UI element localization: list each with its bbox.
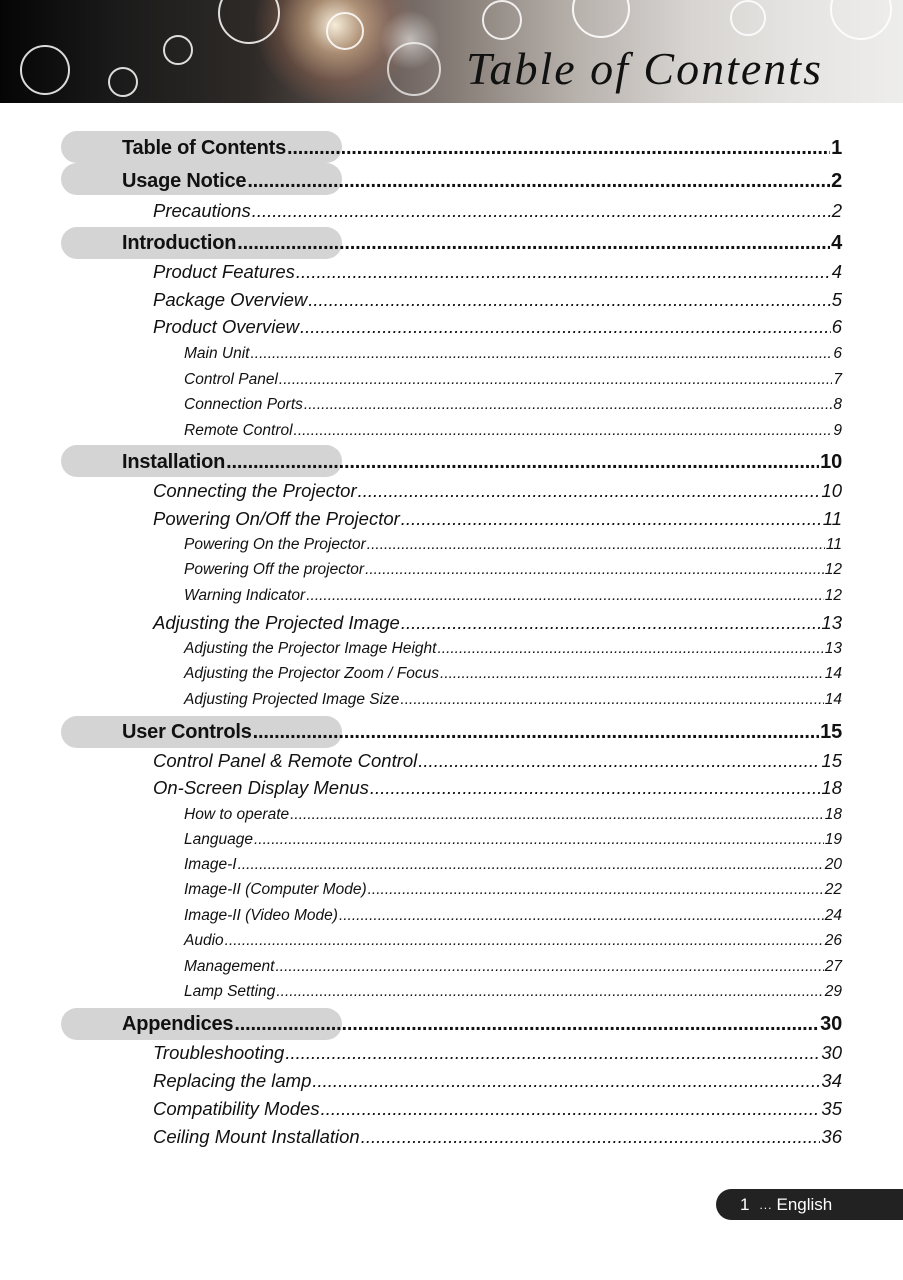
toc-entry-page: 30 bbox=[821, 1042, 842, 1063]
dot-leader bbox=[367, 536, 825, 554]
toc-entry[interactable] bbox=[184, 856, 842, 874]
dot-leader bbox=[237, 232, 830, 255]
toc-entry[interactable] bbox=[184, 958, 842, 976]
toc-entry-page: 11 bbox=[825, 536, 842, 553]
toc-entry-page: 6 bbox=[831, 316, 842, 337]
toc-entry-page: 14 bbox=[824, 665, 842, 682]
toc-entry[interactable] bbox=[122, 137, 842, 160]
toc-entry[interactable] bbox=[122, 232, 842, 255]
toc-entry-page: 9 bbox=[833, 422, 842, 439]
toc-entry-page: 6 bbox=[833, 345, 842, 362]
toc-entry-page: 14 bbox=[824, 691, 842, 708]
toc-entry-page: 26 bbox=[824, 932, 842, 949]
toc-entry-label: Adjusting the Projector Zoom / Focus bbox=[184, 665, 440, 682]
toc-entry-page: 4 bbox=[831, 232, 842, 254]
toc-entry-page: 2 bbox=[831, 200, 842, 221]
toc-entry[interactable] bbox=[153, 261, 842, 283]
toc-entry[interactable] bbox=[184, 396, 842, 414]
toc-entry-label: Image-II (Video Mode) bbox=[184, 907, 338, 924]
page-title: Table of Contents bbox=[466, 43, 823, 94]
toc-entry[interactable] bbox=[184, 881, 842, 899]
toc-entry[interactable] bbox=[184, 665, 842, 683]
toc-entry[interactable] bbox=[184, 561, 842, 579]
toc-entry-label: Control Panel bbox=[184, 371, 278, 388]
toc-entry-label: On-Screen Display Menus bbox=[153, 777, 369, 798]
dot-leader bbox=[234, 1013, 819, 1036]
toc-entry-label: Main Unit bbox=[184, 345, 250, 362]
dot-leader bbox=[370, 777, 821, 799]
toc-entry-label: Product Overview bbox=[153, 316, 299, 337]
toc-entry-label: How to operate bbox=[184, 806, 290, 823]
dot-leader bbox=[276, 983, 823, 1001]
toc-entry[interactable] bbox=[122, 721, 842, 744]
dot-leader bbox=[304, 396, 832, 414]
toc-entry[interactable] bbox=[184, 806, 842, 824]
dot-leader bbox=[287, 137, 830, 160]
dot-leader bbox=[252, 200, 831, 222]
toc-entry-label: Product Features bbox=[153, 261, 295, 282]
toc-entry-page: 15 bbox=[820, 721, 842, 743]
toc-entry[interactable] bbox=[184, 640, 842, 658]
toc-entry-label: User Controls bbox=[122, 721, 252, 743]
toc-entry-page: 13 bbox=[824, 640, 842, 657]
toc-entry-label: Remote Control bbox=[184, 422, 293, 439]
dot-leader bbox=[296, 261, 831, 283]
toc-entry-label: Management bbox=[184, 958, 275, 975]
toc-entry-page: 18 bbox=[824, 806, 842, 823]
footer-language: English bbox=[776, 1194, 833, 1214]
toc-entry[interactable] bbox=[153, 1098, 842, 1120]
toc-entry-label: Replacing the lamp bbox=[153, 1070, 312, 1091]
dot-leader bbox=[300, 316, 831, 338]
toc-entry-page: 10 bbox=[821, 480, 842, 501]
toc-entry[interactable] bbox=[122, 1013, 842, 1036]
toc-entry-page: 10 bbox=[820, 451, 842, 473]
toc-entry-label: Compatibility Modes bbox=[153, 1098, 320, 1119]
toc-entry-label: Control Panel & Remote Control bbox=[153, 750, 418, 771]
toc-entry-label: Connecting the Projector bbox=[153, 480, 357, 501]
toc-entry-label: Image-II (Computer Mode) bbox=[184, 881, 367, 898]
toc-entry-label: Table of Contents bbox=[122, 137, 287, 159]
toc-entry-page: 34 bbox=[821, 1070, 842, 1091]
toc-entry[interactable] bbox=[184, 536, 842, 554]
toc-entry[interactable] bbox=[184, 932, 842, 950]
toc-entry[interactable] bbox=[184, 587, 842, 605]
toc-entry-page: 11 bbox=[822, 508, 842, 529]
dot-leader bbox=[247, 170, 830, 193]
toc-entry-page: 35 bbox=[821, 1098, 842, 1119]
toc-entry[interactable] bbox=[153, 1042, 842, 1064]
toc-entry[interactable] bbox=[153, 750, 842, 772]
dot-leader bbox=[279, 371, 832, 389]
toc-entry-label: Package Overview bbox=[153, 289, 308, 310]
toc-entry-page: 27 bbox=[824, 958, 842, 975]
toc-entry[interactable] bbox=[153, 508, 842, 530]
toc-entry[interactable] bbox=[184, 831, 842, 849]
toc-entry-page: 8 bbox=[833, 396, 842, 413]
toc-entry[interactable] bbox=[153, 200, 842, 222]
toc-entry-label: Ceiling Mount Installation bbox=[153, 1126, 360, 1147]
dot-leader bbox=[368, 881, 824, 899]
toc-entry[interactable] bbox=[153, 480, 842, 502]
toc-entry[interactable] bbox=[184, 422, 842, 440]
dot-leader bbox=[401, 508, 822, 530]
toc-entry-page: 7 bbox=[833, 371, 842, 388]
dot-leader bbox=[275, 958, 823, 976]
toc-entry-page: 20 bbox=[824, 856, 842, 873]
toc-entry-label: Adjusting the Projector Image Height bbox=[184, 640, 437, 657]
toc-entry-label: Powering On the Projector bbox=[184, 536, 366, 553]
toc-entry-page: 22 bbox=[824, 881, 842, 898]
dot-leader bbox=[401, 612, 821, 634]
toc-entry-label: Image-I bbox=[184, 856, 237, 873]
toc-entry[interactable] bbox=[184, 907, 842, 925]
toc-entry-label: Troubleshooting bbox=[153, 1042, 285, 1063]
dot-leader bbox=[226, 451, 819, 474]
dot-leader bbox=[290, 806, 824, 824]
toc-entry-page: 1 bbox=[831, 137, 842, 159]
footer-page-number: 1 bbox=[740, 1194, 750, 1214]
dot-leader bbox=[365, 561, 824, 579]
dot-leader bbox=[437, 640, 823, 658]
toc-entry-page: 5 bbox=[831, 289, 842, 310]
toc-entry-label: Introduction bbox=[122, 232, 237, 254]
toc-entry-label: Lamp Setting bbox=[184, 983, 276, 1000]
toc-entry-label: Powering Off the projector bbox=[184, 561, 365, 578]
dot-leader bbox=[225, 932, 824, 950]
dot-leader bbox=[238, 856, 824, 874]
toc-entry-page: 19 bbox=[824, 831, 842, 848]
dot-leader bbox=[440, 665, 824, 683]
toc-entry-page: 18 bbox=[821, 777, 842, 798]
toc-entry-page: 15 bbox=[821, 750, 842, 771]
toc-entry[interactable] bbox=[184, 371, 842, 389]
toc-entry-page: 24 bbox=[824, 907, 842, 924]
toc-entry-label: Powering On/Off the Projector bbox=[153, 508, 400, 529]
toc-entry-page: 12 bbox=[824, 587, 842, 604]
dot-leader bbox=[418, 750, 820, 772]
footer-page-tab bbox=[716, 1189, 903, 1220]
toc-entry[interactable] bbox=[122, 170, 842, 193]
toc-entry-page: 12 bbox=[824, 561, 842, 578]
toc-entry[interactable] bbox=[153, 612, 842, 634]
toc-entry[interactable] bbox=[184, 983, 842, 1001]
toc-entry-page: 30 bbox=[820, 1013, 842, 1035]
toc-entry-label: Usage Notice bbox=[122, 170, 247, 192]
toc-entry-page: 4 bbox=[831, 261, 842, 282]
toc-entry[interactable] bbox=[122, 451, 842, 474]
dot-leader bbox=[339, 907, 824, 925]
dot-leader bbox=[285, 1042, 820, 1064]
dot-leader bbox=[312, 1070, 820, 1092]
dot-leader bbox=[361, 1126, 821, 1148]
toc-entry-page: 2 bbox=[831, 170, 842, 192]
dot-leader bbox=[400, 691, 823, 709]
toc-entry[interactable] bbox=[153, 316, 842, 338]
toc-entry-page: 13 bbox=[821, 612, 842, 633]
toc-entry-label: Audio bbox=[184, 932, 224, 949]
footer-separator: ... bbox=[759, 1197, 773, 1212]
toc-entry-label: Adjusting the Projected Image bbox=[153, 612, 400, 633]
dot-leader bbox=[306, 587, 824, 605]
toc-entry[interactable] bbox=[153, 289, 842, 311]
toc-entry[interactable] bbox=[184, 691, 842, 709]
toc-entry[interactable] bbox=[153, 1070, 842, 1092]
toc-entry-page: 36 bbox=[821, 1126, 842, 1147]
toc-entry[interactable] bbox=[153, 777, 842, 799]
toc-entry[interactable] bbox=[184, 345, 842, 363]
toc-entry-label: Adjusting Projected Image Size bbox=[184, 691, 400, 708]
toc-entry-label: Warning Indicator bbox=[184, 587, 306, 604]
dot-leader bbox=[321, 1098, 821, 1120]
dot-leader bbox=[250, 345, 832, 363]
dot-leader bbox=[253, 721, 819, 744]
dot-leader bbox=[294, 422, 833, 440]
toc-entry-label: Connection Ports bbox=[184, 396, 303, 413]
dot-leader bbox=[358, 480, 821, 502]
toc-entry-label: Appendices bbox=[122, 1013, 234, 1035]
dot-leader bbox=[254, 831, 824, 849]
toc-entry-label: Precautions bbox=[153, 200, 251, 221]
toc-entry-page: 29 bbox=[824, 983, 842, 1000]
toc-entry[interactable] bbox=[153, 1126, 842, 1148]
toc-entry-label: Installation bbox=[122, 451, 226, 473]
toc-entry-label: Language bbox=[184, 831, 253, 848]
dot-leader bbox=[308, 289, 830, 311]
